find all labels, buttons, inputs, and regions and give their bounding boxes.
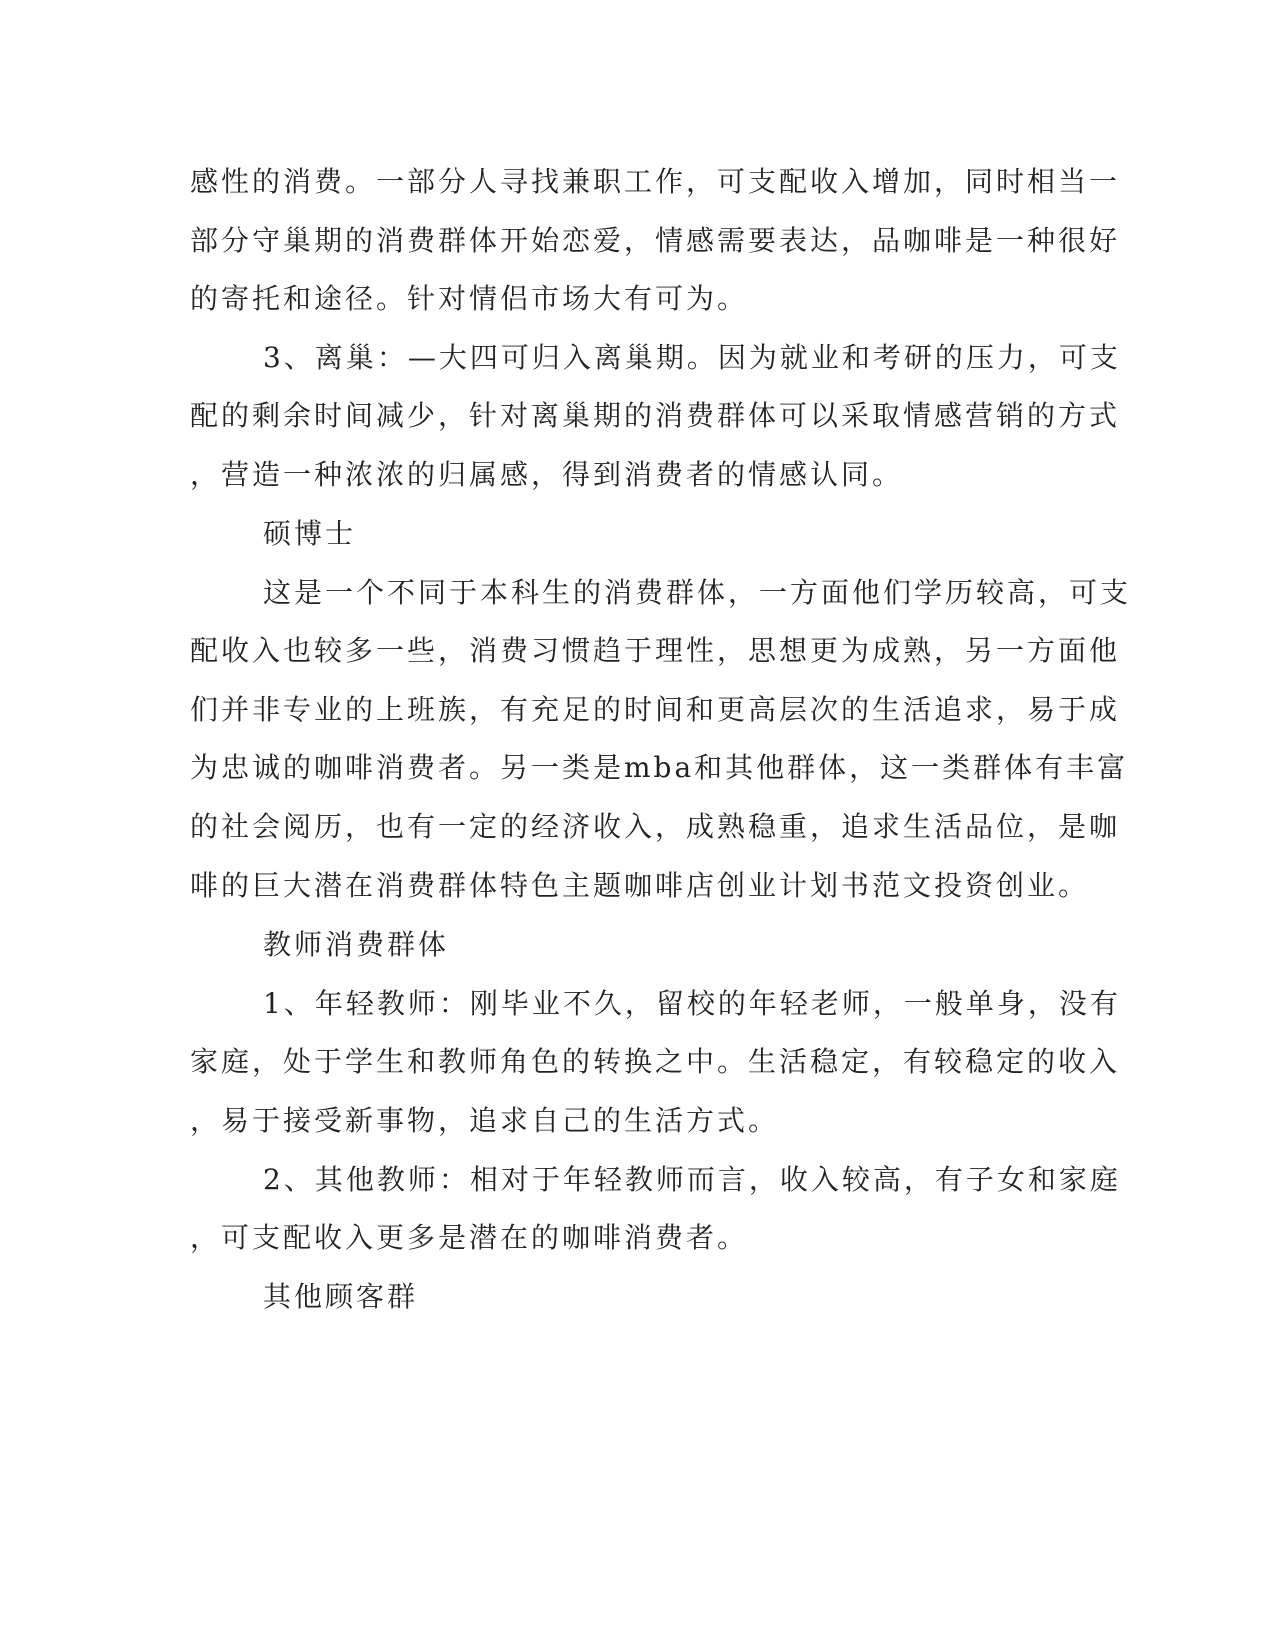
text-line: 1、年轻教师：刚毕业不久，留校的年轻老师，一般单身，没有 xyxy=(263,987,1121,1020)
text-line: 部分守巢期的消费群体开始恋爱，情感需要表达，品咖啡是一种很好 xyxy=(190,224,1121,257)
text-line: ，营造一种浓浓的归属感，得到消费者的情感认同。 xyxy=(190,458,904,491)
text-line: ，易于接受新事物，追求自己的生活方式。 xyxy=(190,1104,780,1137)
text-line: 这是一个不同于本科生的消费群体，一方面他们学历较高，可支 xyxy=(263,576,1132,609)
section-heading-teachers: 教师消费群体 xyxy=(263,928,450,961)
section-heading-grad-students: 硕博士 xyxy=(263,517,357,550)
text-line: ，可支配收入更多是潜在的咖啡消费者。 xyxy=(190,1221,749,1254)
text-line: 的寄托和途径。针对情侣市场大有可为。 xyxy=(190,282,749,315)
text-line: 的社会阅历，也有一定的经济收入，成熟稳重，追求生活品位，是咖 xyxy=(190,810,1121,843)
text-line: 家庭，处于学生和教师角色的转换之中。生活稳定，有较稳定的收入 xyxy=(190,1045,1121,1078)
text-line: 啡的巨大潜在消费群体特色主题咖啡店创业计划书范文投资创业。 xyxy=(190,869,1090,902)
text-line: 们并非专业的上班族，有充足的时间和更高层次的生活追求，易于成 xyxy=(190,693,1121,726)
text-line: 为忠诚的咖啡消费者。另一类是mba和其他群体，这一类群体有丰富 xyxy=(190,751,1129,784)
text-line: 2、其他教师：相对于年轻教师而言，收入较高，有子女和家庭 xyxy=(263,1163,1121,1196)
section-heading-other-customers: 其他顾客群 xyxy=(263,1280,419,1313)
text-line: 配收入也较多一些，消费习惯趋于理性，思想更为成熟，另一方面他 xyxy=(190,634,1121,667)
text-line: 3、离巢：—大四可归入离巢期。因为就业和考研的压力，可支 xyxy=(263,341,1121,374)
text-line: 配的剩余时间减少，针对离巢期的消费群体可以采取情感营销的方式 xyxy=(190,399,1121,432)
text-line: 感性的消费。一部分人寻找兼职工作，可支配收入增加，同时相当一 xyxy=(190,165,1121,198)
